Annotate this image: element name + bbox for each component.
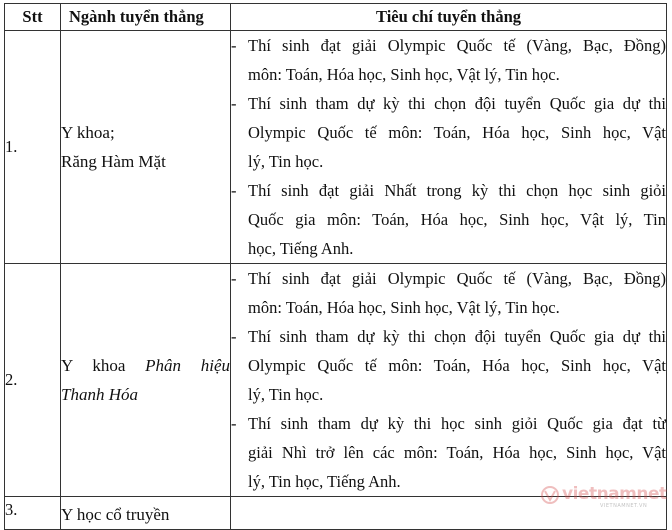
header-stt: Stt (5, 4, 61, 31)
criteria-text: Thí sinh đạt giải Olympic Quốc tế (Vàng, Bạc, Đồng) (248, 36, 666, 55)
table-row (5, 264, 667, 497)
bullet-dash: - (231, 327, 237, 346)
row-number: 2. (5, 264, 61, 497)
watermark-text: vietnamnet (562, 484, 667, 504)
criteria-text: môn: Toán, Hóa học, Sinh học, Vật lý, Tin học. (248, 298, 560, 317)
criteria-item (231, 409, 666, 496)
criteria-item (231, 264, 666, 322)
watermark-subtext: VIETNAMNET.VN (600, 503, 648, 509)
criteria-cell (231, 31, 667, 264)
major-cell (61, 31, 231, 264)
criteria-text: Olympic Quốc tế môn: Toán, Hóa học, Sinh học, Vật (248, 123, 666, 142)
criteria-text: giải Nhì trở lên các môn: Toán, Hóa học, Sinh học, Vật (248, 443, 666, 462)
criteria-text: Quốc gia môn: Toán, Hóa học, Sinh học, Vật lý, Tin (248, 210, 666, 229)
row-number: 1. (5, 31, 61, 264)
bullet-dash: - (231, 269, 237, 288)
table-row (5, 31, 667, 264)
bullet-dash: - (231, 414, 237, 433)
criteria-text: lý, Tin học. (248, 385, 324, 404)
criteria-cell (231, 264, 667, 497)
criteria-item (231, 322, 666, 409)
bullet-dash: - (231, 94, 237, 113)
criteria-text: lý, Tin học, Tiếng Anh. (248, 472, 401, 491)
admission-criteria-table (4, 3, 667, 530)
major-branch: Thanh Hóa (61, 385, 138, 404)
header-major: Ngành tuyển thẳng (61, 4, 231, 31)
criteria-text: Thí sinh đạt giải Nhất trong kỳ thi chọn học sinh giỏi (248, 181, 666, 200)
table-header-row (5, 4, 667, 31)
criteria-text: Thí sinh đạt giải Olympic Quốc tế (Vàng, Bạc, Đồng) (248, 269, 666, 288)
criteria-item (231, 31, 666, 89)
criteria-text: lý, Tin học. (248, 152, 324, 171)
row-number: 3. (5, 497, 61, 530)
major-name: Y khoa; (61, 123, 115, 142)
bullet-dash: - (231, 181, 237, 200)
major-name: Y học cổ truyền (61, 505, 170, 524)
criteria-text: học, Tiếng Anh. (248, 239, 354, 258)
criteria-text: Thí sinh tham dự kỳ thi chọn đội tuyển Quốc gia dự thi (248, 327, 666, 346)
criteria-text: Olympic Quốc tế môn: Toán, Hóa học, Sinh học, Vật (248, 356, 666, 375)
criteria-text: Thí sinh tham dự kỳ thi chọn đội tuyển Quốc gia dự thi (248, 94, 666, 113)
criteria-text: môn: Toán, Hóa học, Sinh học, Vật lý, Tin học. (248, 65, 560, 84)
bullet-dash: - (231, 36, 237, 55)
criteria-item (231, 176, 666, 263)
criteria-text: Thí sinh tham dự kỳ thi học sinh giỏi Quốc gia đạt từ (248, 414, 666, 433)
major-name: Y khoa Phân hiệu (61, 356, 230, 375)
major-cell (61, 264, 231, 497)
criteria-cell (231, 497, 667, 530)
table-row (5, 497, 667, 530)
criteria-item (231, 89, 666, 176)
major-name: Răng Hàm Mặt (61, 152, 166, 171)
major-cell (61, 497, 231, 530)
header-criteria: Tiêu chí tuyển thẳng (231, 4, 667, 31)
